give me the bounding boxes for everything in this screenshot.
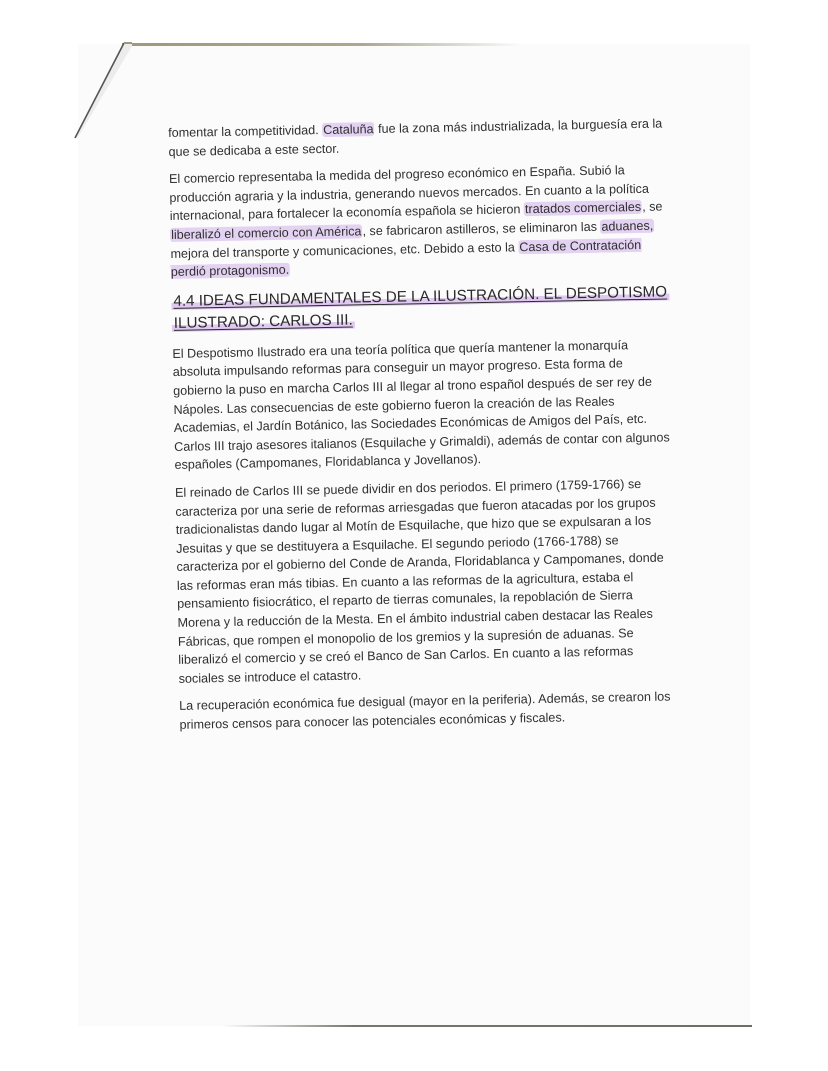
highlight-tratados-comerciales: tratados comerciales bbox=[524, 200, 642, 217]
text: , se bbox=[642, 199, 663, 215]
text: fue la zona más industrializada, la burguesía era la que se dedicaba a este sector. bbox=[168, 116, 663, 159]
document-body bbox=[168, 114, 680, 743]
text: El comercio representaba la medida del progreso económico en España. Subió la producción agraria y la industria, generando nuevos mercados. En cuanto a la política internacional, para fortalecer la economía española se hicieron bbox=[168, 163, 650, 224]
paragraph-despotismo: El Despotismo Ilustrado era una teoría política que quería mantener la monarquía absoluta impulsando reformas para conseguir un mayor progreso. Esta forma de gobierno la puso en marcha Carlos III al llegar al trono español después de ser rey de Nápoles. Las consecuencias de este gobierno fueron la creación de las Reales Academias, el Jardín Botánico, las Sociedades Económicas de Amigos del País, etc. Carlos III trajo asesores italianos (Esquilache y Grimaldi), además de contar con algunos españoles (Campomanes, Floridablanca y Jovellanos). bbox=[172, 337, 670, 473]
text: , se fabricaron astilleros, se eliminaron las bbox=[362, 219, 598, 239]
paragraph-recuperacion: La recuperación económica fue desigual (mayor en la periferia). Además, se crearon los primeros censos para conocer las potenciales económicas y fiscales. bbox=[179, 689, 671, 732]
heading-line-2: ILUSTRADO: CARLOS III. bbox=[173, 311, 353, 332]
heading-line-1: 4.4 IDEAS FUNDAMENTALES DE LA ILUSTRACIÓN. EL DESPOTISMO bbox=[173, 283, 668, 310]
text: mejora del transporte y comunicaciones, etc. Debido a esto la bbox=[170, 239, 515, 261]
section-heading bbox=[171, 281, 672, 335]
paragraph-reinado: El reinado de Carlos III se puede dividir en dos periodos. El primero (1759-1766) se caracteriza por una serie de reformas arriesgadas que fueron atacadas por los grupos tradicionalistas dando lugar al Motín de Esquilache, que hizo que se expulsaran a los Jesuitas y que se destituyera a Esquilache. El segundo periodo (1766-1788) se caracteriza por el gobierno del Conde de Aranda, Floridablanca y Campomanes, donde las reformas eran más tibias. En cuanto a las reformas de la agricultura, estaba el pensamiento fisiocrático, el reparto de tierras comunales, la repoblación de Sierra Morena y la reducción de la Mesta. En el ámbito industrial caben destacar las Reales Fábricas, que rompen el monopolio de los gremios y la supresión de aduanas. Se liberalizó el comercio y se creó el Banco de San Carlos. En cuanto a las reformas sociales se introduce el catastro. bbox=[174, 476, 664, 686]
text: fomentar la competitividad. bbox=[168, 123, 319, 140]
folded-corner-icon bbox=[72, 42, 132, 142]
paper-top-edge bbox=[122, 43, 522, 46]
highlight-aduanes: aduanes, bbox=[601, 218, 654, 234]
paper-bottom-edge bbox=[222, 1025, 752, 1027]
highlight-liberalizo-comercio: liberalizó el comercio con América bbox=[170, 224, 362, 242]
paragraph-commerce bbox=[169, 161, 671, 282]
highlight-cataluna: Cataluña bbox=[323, 122, 374, 138]
highlight-casa-contratacion: Casa de Contratación perdió protagonismo. bbox=[170, 237, 642, 280]
